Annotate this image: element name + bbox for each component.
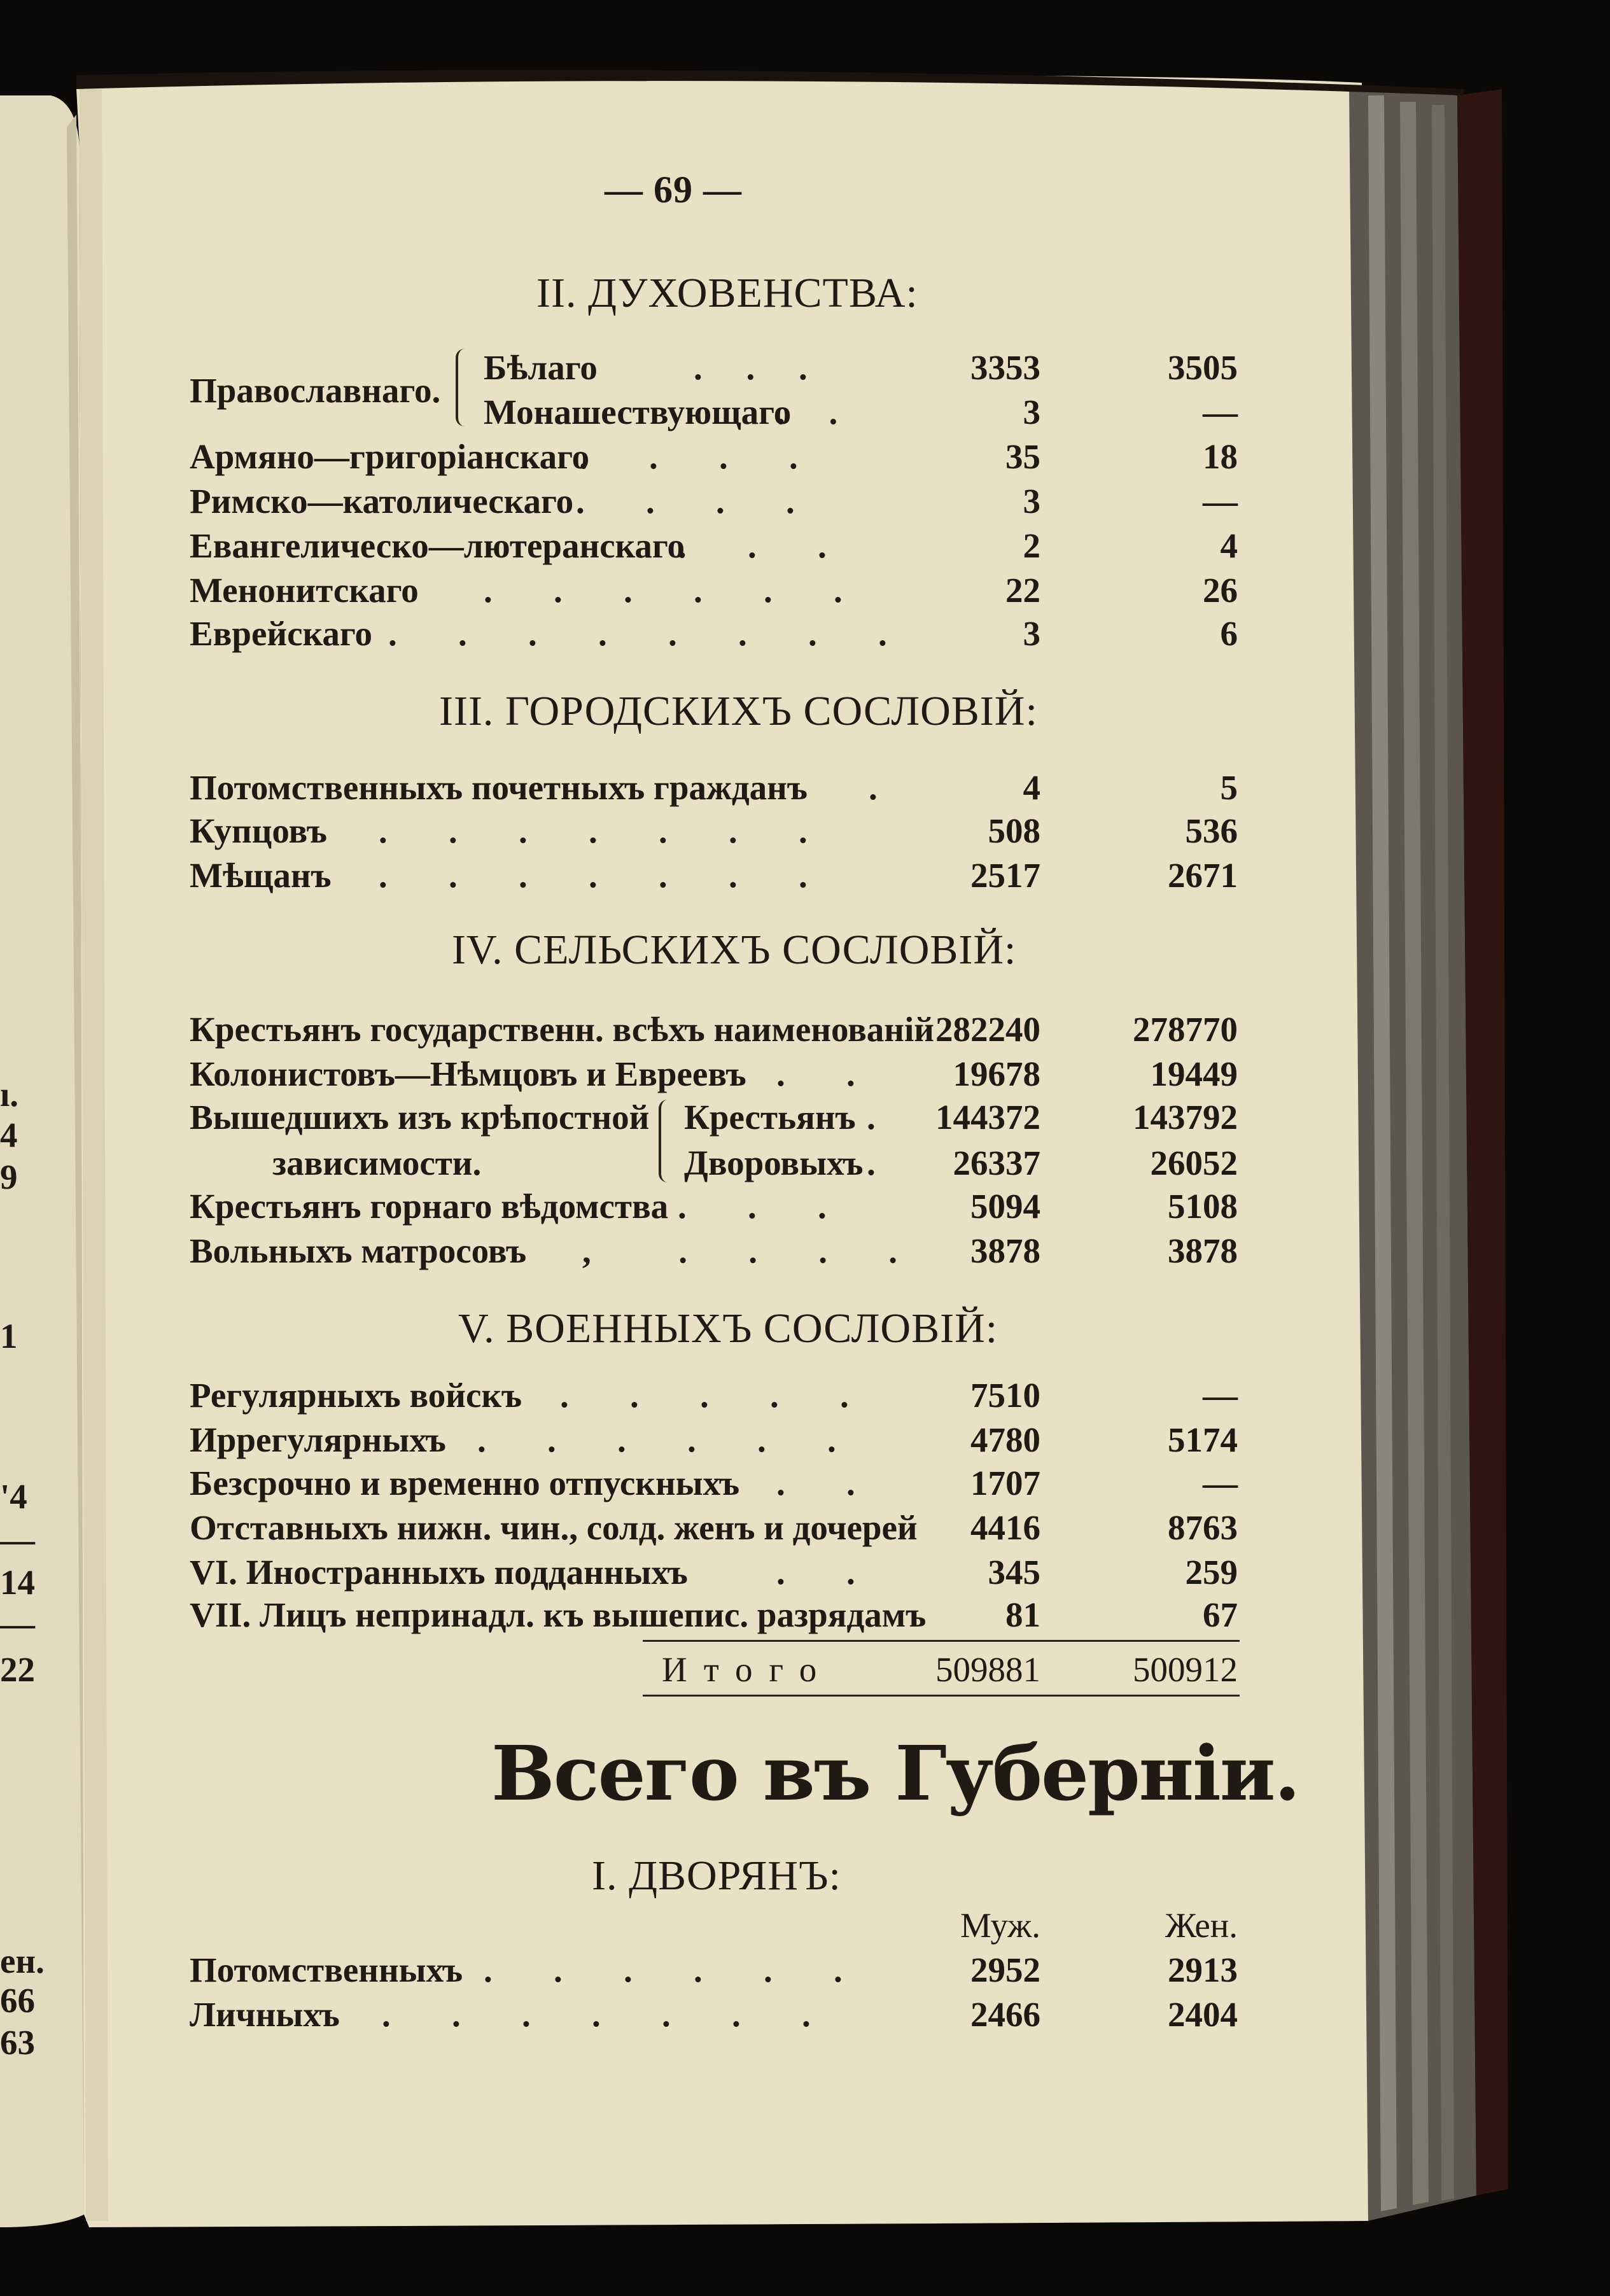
value-male: 35 bbox=[1005, 437, 1040, 476]
row-sublabel: Бѣлаго bbox=[484, 348, 598, 387]
left-page-fragment: '4 bbox=[0, 1477, 27, 1516]
row-label: Вольныхъ матросовъ bbox=[190, 1231, 527, 1270]
leader-dots: . . . bbox=[678, 1187, 827, 1226]
value-female: 143792 bbox=[1133, 1098, 1238, 1137]
section-heading-nobility: I. ДВОРЯНЪ: bbox=[592, 1852, 841, 1899]
row-label: Мѣщанъ bbox=[190, 856, 332, 895]
value-female: 2671 bbox=[1168, 856, 1238, 895]
value-male: 1707 bbox=[970, 1464, 1040, 1502]
brace bbox=[456, 349, 472, 426]
left-page-fragment: ен. bbox=[0, 1942, 45, 1980]
row-label: Иррегулярныхъ bbox=[190, 1420, 446, 1459]
brace bbox=[659, 1100, 675, 1182]
left-page-fragment: ı. bbox=[0, 1075, 19, 1114]
value-male: 4 bbox=[1023, 768, 1040, 807]
leader-dots: . . bbox=[776, 393, 838, 431]
leader-dots: . bbox=[867, 1098, 876, 1137]
value-male: 5094 bbox=[970, 1187, 1040, 1226]
value-male: 2 bbox=[1023, 526, 1040, 565]
row-label: Еврейскаго bbox=[190, 614, 372, 653]
row-label: Менонитскаго bbox=[190, 571, 419, 610]
left-page-fragment: 4 bbox=[0, 1116, 18, 1154]
value-male: 144372 bbox=[935, 1098, 1040, 1137]
value-female: 26052 bbox=[1150, 1144, 1238, 1182]
value-female: 259 bbox=[1185, 1553, 1238, 1592]
leader-dots: . . . bbox=[678, 526, 827, 565]
leader-dots: . . . . . . bbox=[477, 1420, 836, 1459]
leader-dots: . . . bbox=[694, 348, 808, 387]
left-page-fragment: — bbox=[0, 1604, 35, 1643]
leader-dots: . . bbox=[776, 1054, 855, 1093]
value-male: 2517 bbox=[970, 856, 1040, 895]
value-male: 3878 bbox=[970, 1231, 1040, 1270]
value-male: 19678 bbox=[953, 1054, 1040, 1093]
total-rule-bottom bbox=[643, 1695, 1240, 1697]
row-label: Православнаго. bbox=[190, 371, 441, 410]
row-label: Вышедшихъ изъ крѣпостной bbox=[190, 1098, 650, 1137]
value-male: 3 bbox=[1023, 393, 1040, 431]
value-female: 5108 bbox=[1168, 1187, 1238, 1226]
left-page-fragment: 66 bbox=[0, 1981, 35, 2020]
value-female: 536 bbox=[1185, 811, 1238, 850]
total-male: 509881 bbox=[935, 1650, 1040, 1689]
value-female: 4 bbox=[1220, 526, 1238, 565]
value-male: 3353 bbox=[970, 348, 1040, 387]
leader-dots: . . . . . . bbox=[484, 1950, 843, 1989]
column-header-female: Жен. bbox=[1165, 1906, 1238, 1945]
leader-dots: . . bbox=[776, 1553, 855, 1592]
row-label: VII. Лицъ непринадл. къ вышепис. разрядамъ bbox=[190, 1595, 927, 1634]
section-heading-rural: IV. СЕЛЬСКИХЪ СОСЛОВІЙ: bbox=[452, 927, 1017, 973]
value-female: 2404 bbox=[1168, 1995, 1238, 2034]
leader-dots: . . . . bbox=[576, 482, 795, 521]
page-number: — 69 — bbox=[605, 169, 742, 211]
value-female: 5 bbox=[1220, 768, 1238, 807]
value-male: 345 bbox=[988, 1553, 1040, 1592]
province-title: Всего въ Губерніи. bbox=[491, 1729, 1299, 1817]
value-female: — bbox=[1203, 482, 1238, 521]
value-female: — bbox=[1203, 1376, 1238, 1415]
value-male: 282240 bbox=[935, 1010, 1040, 1049]
value-male: 26337 bbox=[953, 1144, 1040, 1182]
row-label: Отставныхъ нижн. чин., солд. женъ и дочерей bbox=[190, 1508, 918, 1547]
value-male: 81 bbox=[1005, 1595, 1040, 1634]
value-male: 3 bbox=[1023, 614, 1040, 653]
row-label: Потомственныхъ почетныхъ гражданъ bbox=[190, 768, 808, 807]
row-label: Крестьянъ горнаго вѣдомства bbox=[190, 1187, 669, 1226]
leader-dots: . bbox=[869, 768, 878, 807]
row-label: Личныхъ bbox=[190, 1995, 340, 2034]
value-female: 3505 bbox=[1168, 348, 1238, 387]
row-label: Армяно—григоріанскаго bbox=[190, 437, 590, 476]
value-male: 2466 bbox=[970, 1995, 1040, 2034]
value-female: 2913 bbox=[1168, 1950, 1238, 1989]
row-sublabel: Дворовыхъ bbox=[684, 1144, 864, 1182]
row-sublabel: Крестьянъ bbox=[684, 1098, 856, 1137]
total-female: 500912 bbox=[1133, 1650, 1238, 1689]
value-female: 3878 bbox=[1168, 1231, 1238, 1270]
value-female: 5174 bbox=[1168, 1420, 1238, 1459]
row-label: Крестьянъ государственн. всѣхъ наименованій bbox=[190, 1010, 934, 1049]
section-heading-urban: III. ГОРОДСКИХЪ СОСЛОВІЙ: bbox=[439, 688, 1038, 734]
left-page-fragment: 1 bbox=[0, 1317, 18, 1355]
left-page-fragment: — bbox=[0, 1520, 35, 1559]
value-male: 7510 bbox=[970, 1376, 1040, 1415]
left-page-fragment: 22 bbox=[0, 1650, 35, 1689]
value-male: 3 bbox=[1023, 482, 1040, 521]
row-sublabel: Монашествующаго bbox=[484, 393, 792, 431]
total-rule bbox=[643, 1640, 1240, 1642]
value-female: 18 bbox=[1203, 437, 1238, 476]
leader-dots: . . . . . bbox=[560, 1376, 849, 1415]
total-label: Итого bbox=[662, 1650, 834, 1689]
leader-dots: . . . . bbox=[579, 437, 798, 476]
value-female: 26 bbox=[1203, 571, 1238, 610]
leader-dots: . . . . . . . . bbox=[388, 614, 887, 653]
section-heading-clergy: II. ДУХОВЕНСТВА: bbox=[536, 270, 918, 316]
leader-dots: . . . . . . bbox=[484, 571, 843, 610]
row-label: зависимости. bbox=[272, 1144, 482, 1182]
row-label: Евангелическо—лютеранскаго bbox=[190, 526, 685, 565]
section-heading-military: V. ВОЕННЫХЪ СОСЛОВІЙ: bbox=[458, 1305, 998, 1352]
row-label: Потомственныхъ bbox=[190, 1950, 463, 1989]
value-female: 6 bbox=[1220, 614, 1238, 653]
value-male: 508 bbox=[988, 811, 1040, 850]
value-male: 4416 bbox=[970, 1508, 1040, 1547]
leader-dots: . . . . . . . bbox=[382, 1995, 811, 2034]
row-label: Безсрочно и временно отпускныхъ bbox=[190, 1464, 740, 1502]
value-female: — bbox=[1203, 393, 1238, 431]
left-page-fragment: 9 bbox=[0, 1158, 18, 1196]
row-label: VI. Иностранныхъ подданныхъ bbox=[190, 1553, 688, 1592]
value-female: 19449 bbox=[1150, 1054, 1238, 1093]
row-label: Купцовъ bbox=[190, 811, 327, 850]
value-female: 8763 bbox=[1168, 1508, 1238, 1547]
column-header-male: Муж. bbox=[960, 1906, 1040, 1945]
row-label: Регулярныхъ войскъ bbox=[190, 1376, 522, 1415]
value-female: — bbox=[1203, 1464, 1238, 1502]
leader-dots: . . . . . . . bbox=[379, 856, 808, 895]
value-male: 2952 bbox=[970, 1950, 1040, 1989]
row-label: Колонистовъ—Нѣмцовъ и Евреевъ bbox=[190, 1054, 746, 1093]
value-male: 4780 bbox=[970, 1420, 1040, 1459]
left-page-fragment: 14 bbox=[0, 1563, 35, 1602]
leader-dots: . . . . . . . bbox=[379, 811, 808, 850]
left-page-fragment: 63 bbox=[0, 2023, 35, 2062]
leader-dots: . . bbox=[776, 1464, 855, 1502]
leader-dots: . bbox=[867, 1144, 876, 1182]
row-label: Римско—католическаго bbox=[190, 482, 574, 521]
value-female: 278770 bbox=[1133, 1010, 1238, 1049]
leader-dots: , . . . . bbox=[582, 1231, 897, 1270]
value-female: 67 bbox=[1203, 1595, 1238, 1634]
value-male: 22 bbox=[1005, 571, 1040, 610]
